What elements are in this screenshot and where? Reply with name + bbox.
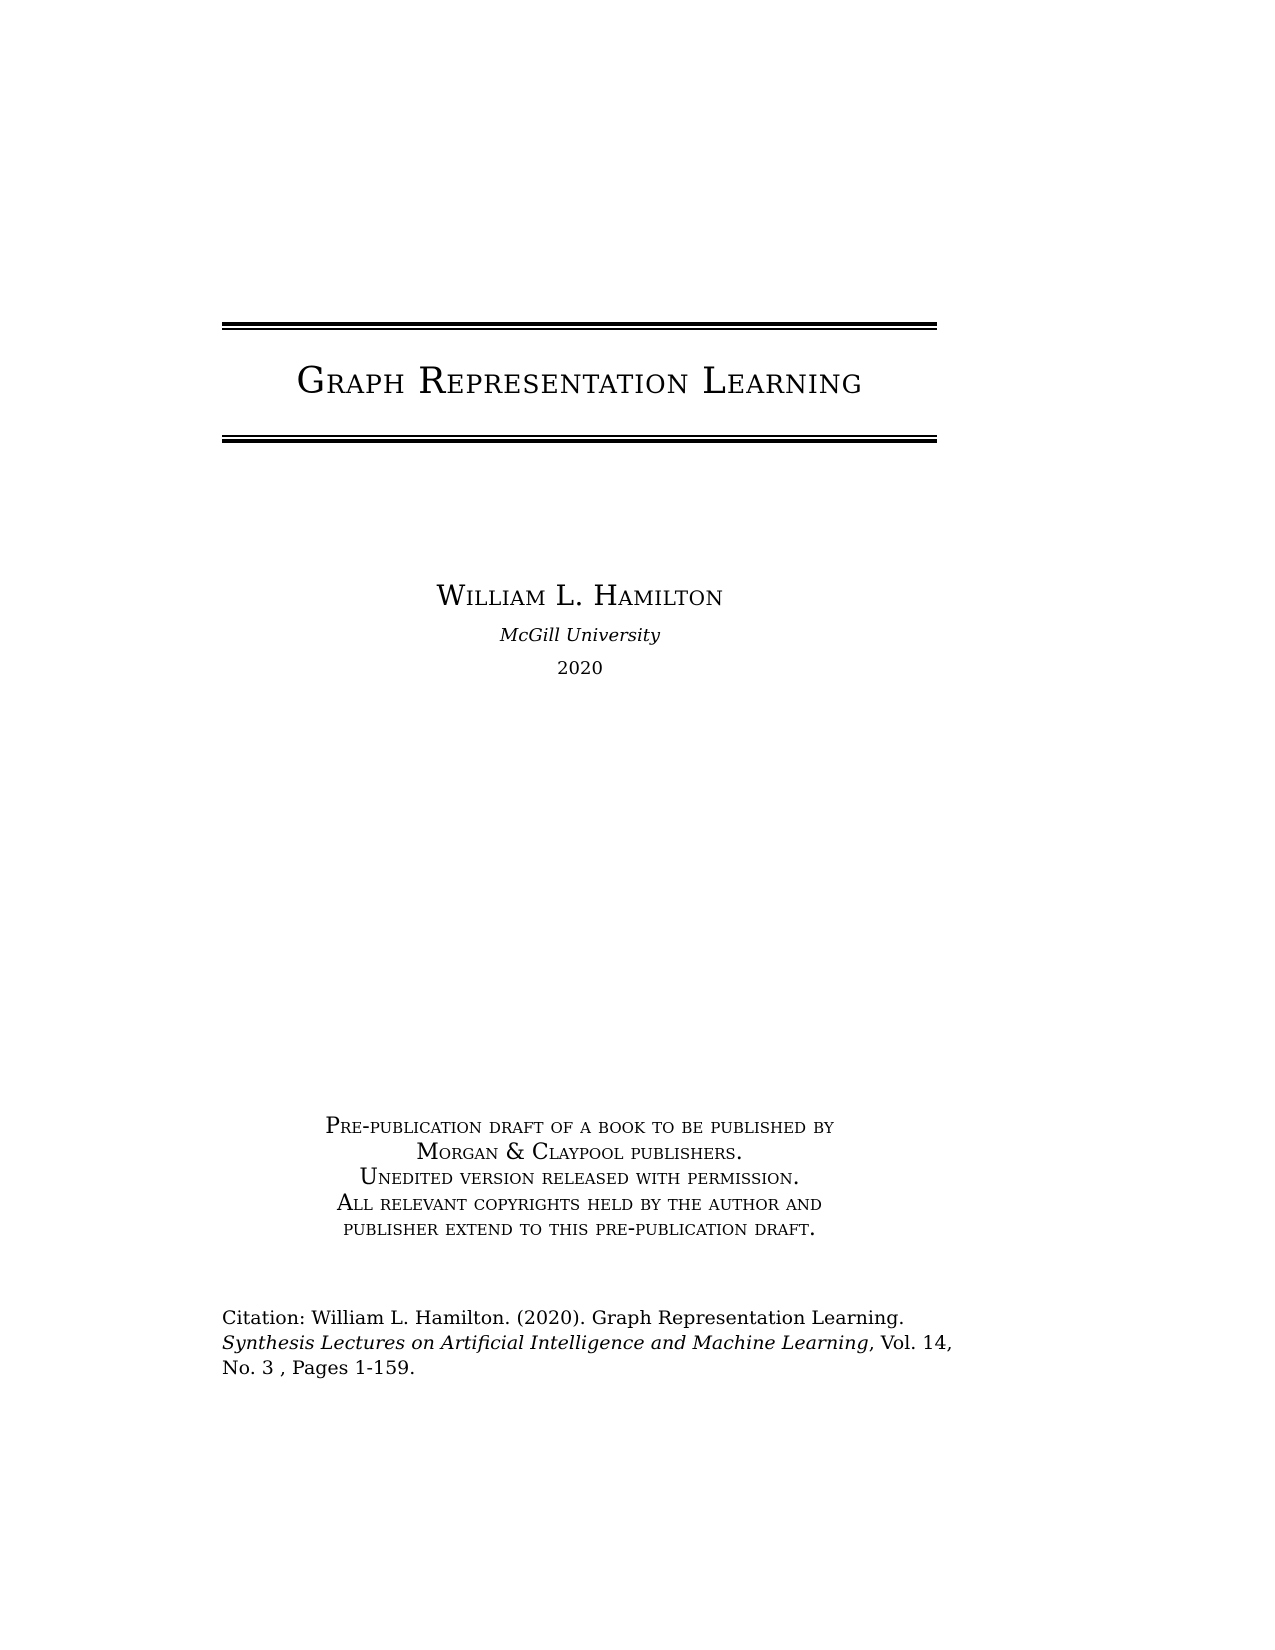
citation-line-1: Citation: William L. Hamilton. (2020). Graph Representation Learning. — [222, 1307, 905, 1329]
book-title: Graph Representation Learning — [296, 361, 863, 402]
title-rule-bottom-thin — [222, 435, 937, 437]
title-rule-top-thick — [222, 322, 937, 326]
title-rule-top-thin — [222, 328, 937, 330]
citation — [222, 1306, 953, 1381]
author-affiliation: McGill University — [499, 625, 661, 646]
notice-line: Morgan & Claypool publishers. — [416, 1139, 743, 1165]
notice-line: publisher extend to this pre-publication draft. — [343, 1216, 816, 1241]
title-rule-bottom-thick — [222, 439, 937, 443]
citation-volume: , Vol. 14, — [868, 1332, 953, 1354]
notice-line: Pre-publication draft of a book to be published by — [325, 1114, 834, 1139]
author-name: William L. Hamilton — [436, 579, 724, 612]
prepublication-notice — [222, 1114, 937, 1242]
notice-line: Unedited version released with permission. — [359, 1165, 800, 1190]
citation-line-2 — [222, 1331, 953, 1356]
notice-line: All relevant copyrights held by the author and — [337, 1190, 822, 1216]
citation-journal: Synthesis Lectures on Artificial Intelligence and Machine Learning — [222, 1332, 869, 1354]
citation-line-3: No. 3 , Pages 1-159. — [222, 1357, 416, 1379]
publication-year: 2020 — [557, 658, 603, 679]
